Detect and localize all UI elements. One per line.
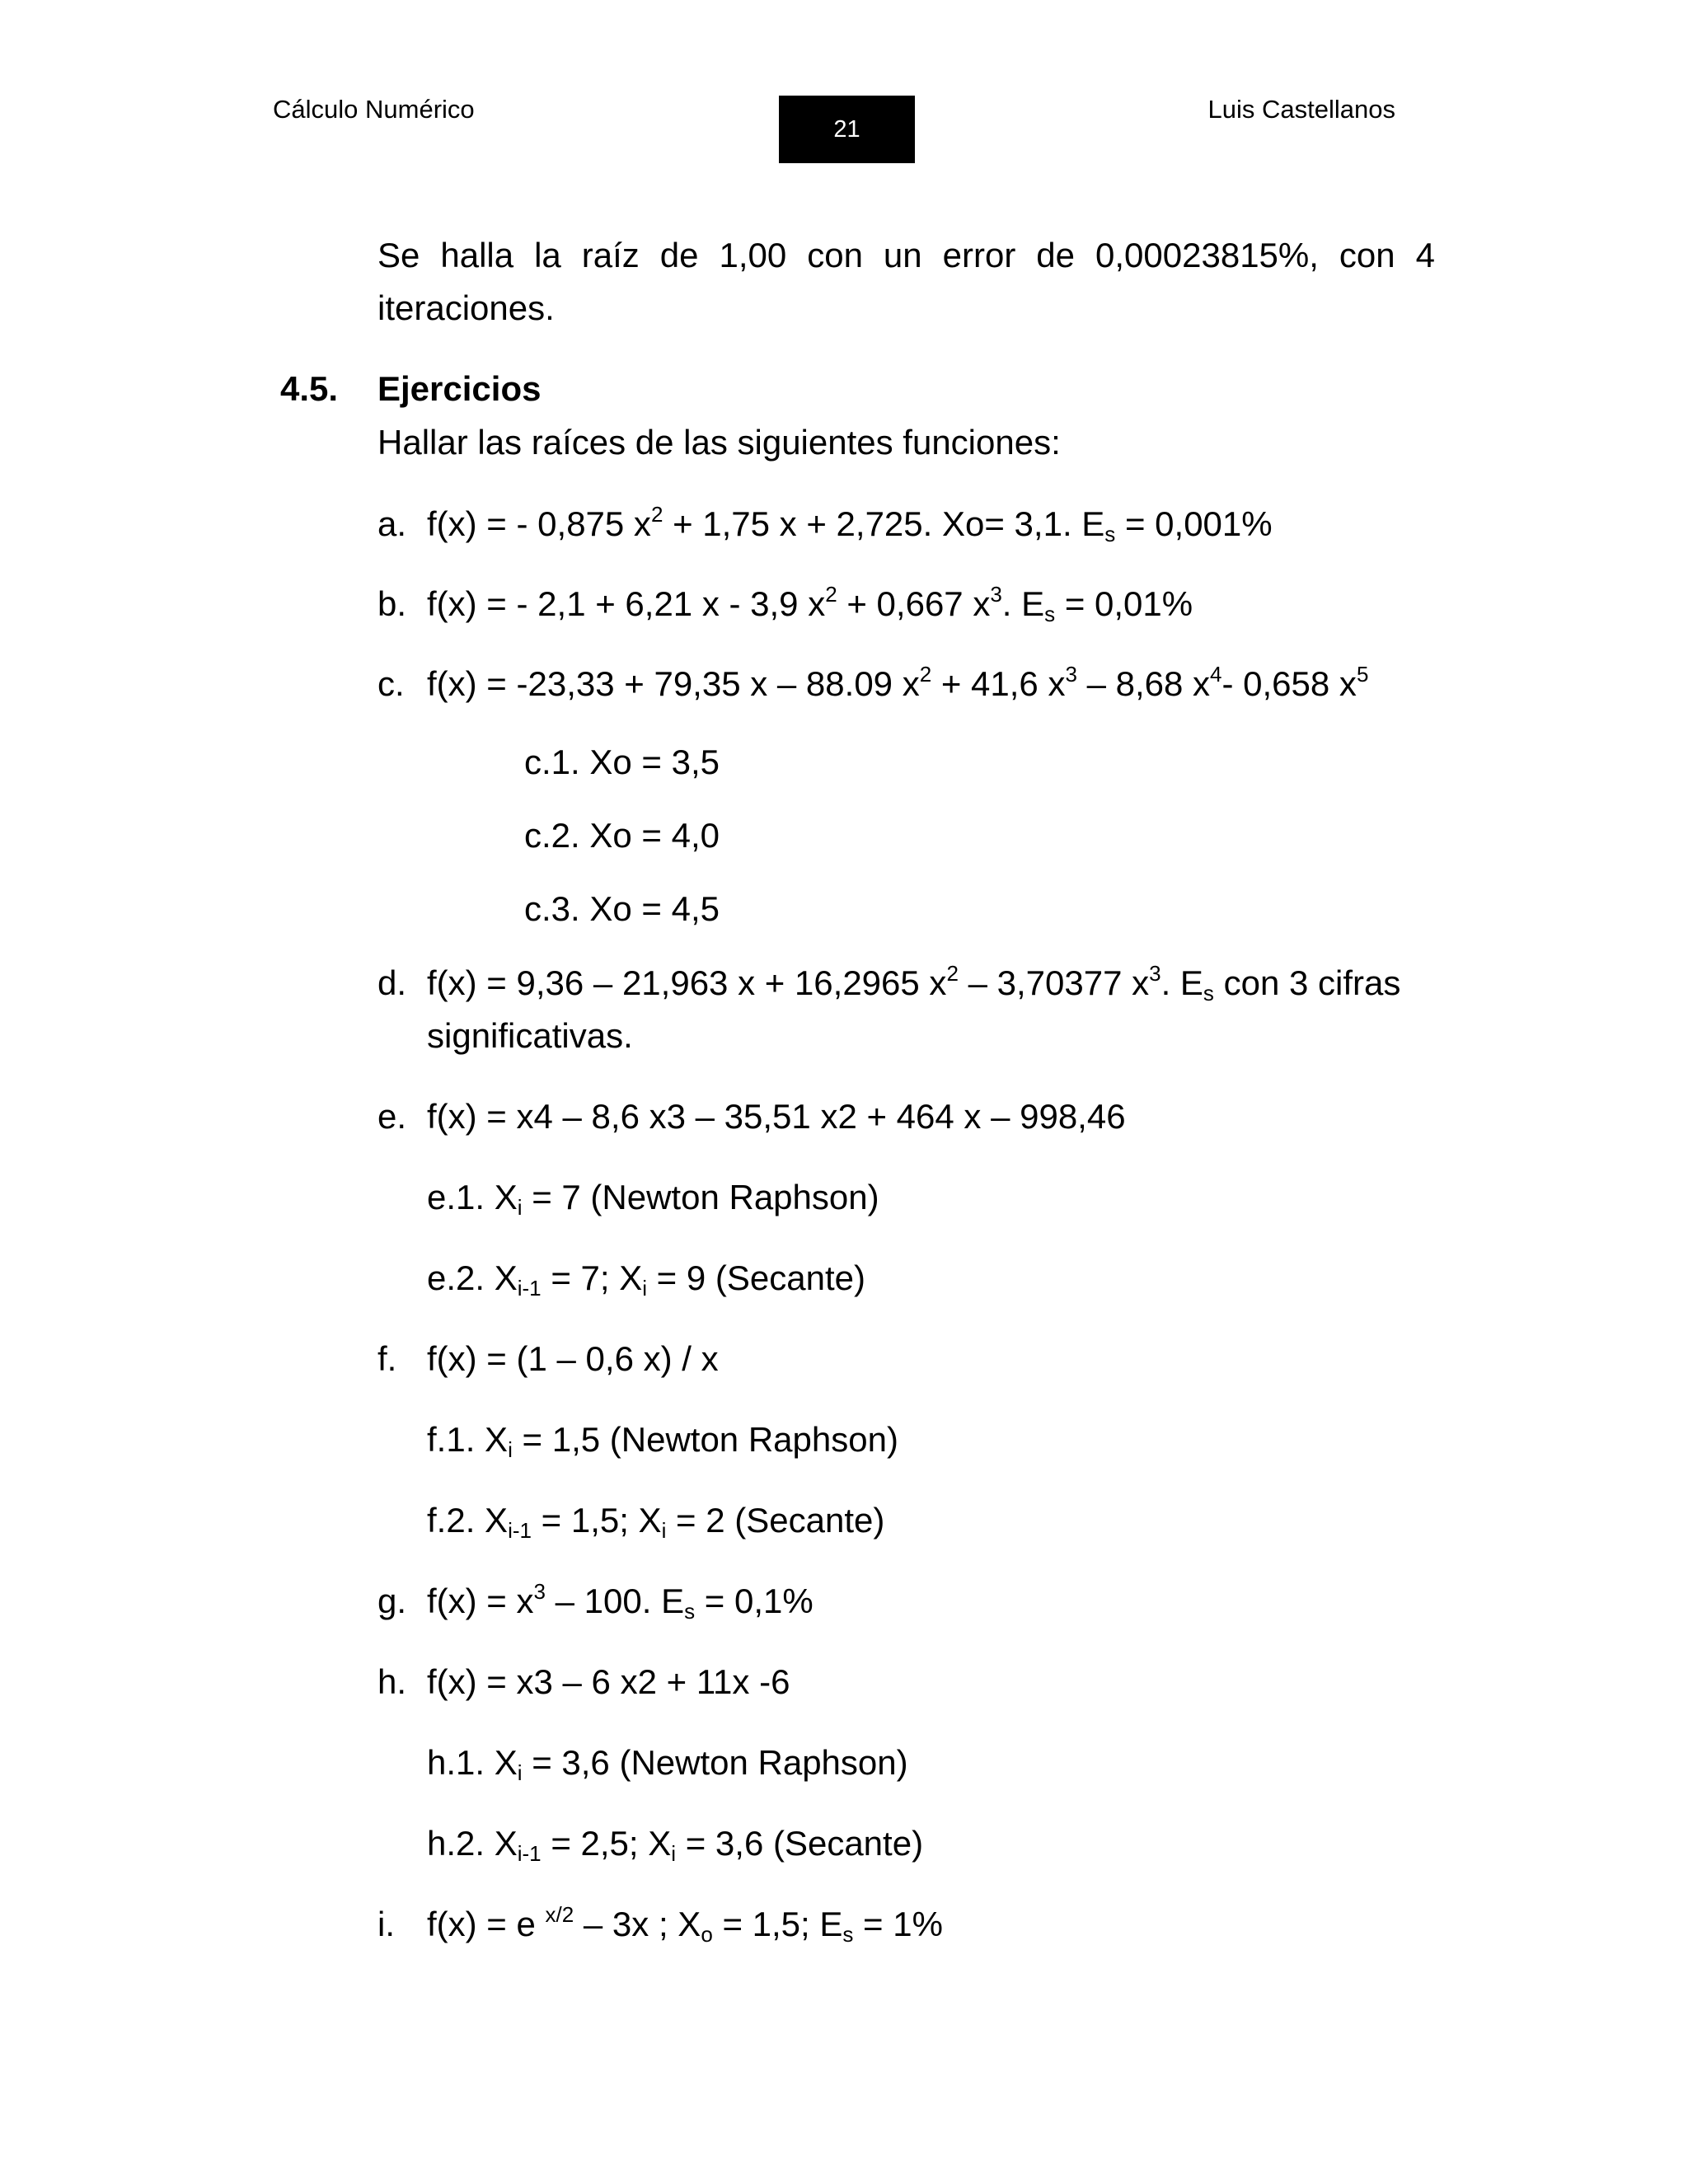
header-author: Luis Castellanos: [1207, 95, 1395, 124]
exercise-c1: c.1. Xo = 3,5: [524, 743, 720, 781]
page-number-box: [779, 96, 915, 163]
exercise-i: f(x) = e $^{x/2}$ – 3x ; $X_o = 1,5$; $E_s = 1\%$: [427, 1902, 943, 1947]
exercise-b-letter: b.: [377, 584, 407, 623]
section-title: Ejercicios: [377, 369, 542, 408]
exercise-c3: c.3. Xo = 4,5: [524, 889, 720, 928]
exercise-e1: e.1. $X_i = 7$ (Newton Raphson): [427, 1178, 879, 1220]
exercise-c: f(x) = -23,33 + 79,35 x – 88.09 $x^2 + 41,6$ $x^3 - 8,68$ $x^4-$ 0,658 $x^5$: [427, 662, 1369, 703]
exercise-f1: f.1. $X_i = 1,5$ (Newton Raphson): [427, 1420, 898, 1462]
exercise-f2: f.2. $X_{i-1} = 1,5$; $X_i = 2$ (Secante): [427, 1501, 885, 1543]
exercise-f: f(x) = (1 – 0,6 x) / x: [427, 1339, 719, 1378]
header-title: Cálculo Numérico: [273, 95, 475, 124]
exercise-a-letter: a.: [377, 504, 407, 543]
section-number: 4.5.: [280, 369, 339, 408]
exercise-g-letter: g.: [377, 1582, 407, 1620]
exercise-e-letter: e.: [377, 1097, 407, 1136]
exercise-b: f(x) = - 2,1 + 6,21 x - 3,9 $x^2 + 0,667$ $x^3$. $E_s = 0,01\%$: [427, 582, 1193, 626]
exercise-f-letter: f.: [377, 1339, 397, 1378]
exercise-a: f(x) = - 0,875 $x^2 + 1,75$ x + 2,725. Xo= 3,1. $E_s = 0,001\%$: [427, 502, 1273, 546]
intro-paragraph: Se halla la raíz de 1,00 con un error de 0,00023815%, con 4 iteraciones.: [377, 236, 1435, 327]
exercise-c2: c.2. Xo = 4,0: [524, 816, 720, 855]
exercise-e: f(x) = x4 – 8,6 x3 – 35,51 x2 + 464 x – 998,46: [427, 1097, 1126, 1136]
exercise-g: $f(x) = x^3 - 100$. $E_s = 0,1\%$: [427, 1579, 814, 1624]
exercise-h1: h.1. $X_i = 3,6$ (Newton Raphson): [427, 1743, 908, 1785]
exercise-d: f(x) = 9,36 – 21,963 x + 16,2965 $x^2 - 3,70377$ $x^3$. $E_s$ con 3 cifras: [427, 961, 1401, 1005]
page-number: 21: [833, 115, 860, 143]
exercise-e2: e.2. $X_{i-1} = 7$; $X_i = 9$ (Secante): [427, 1258, 865, 1301]
exercise-i-letter: i.: [377, 1905, 395, 1943]
section-lead: Hallar las raíces de las siguientes funciones:: [377, 423, 1061, 462]
exercise-h2: h.2. $X_{i-1} = 2,5$; $X_i = 3,6$ (Secante): [427, 1824, 924, 1866]
exercise-c-letter: c.: [377, 664, 405, 703]
exercise-h-letter: h.: [377, 1662, 407, 1701]
exercise-d-line2: significativas.: [427, 1016, 633, 1055]
exercise-h: f(x) = x3 – 6 x2 + 11x -6: [427, 1662, 790, 1701]
exercise-d-letter: d.: [377, 963, 407, 1002]
